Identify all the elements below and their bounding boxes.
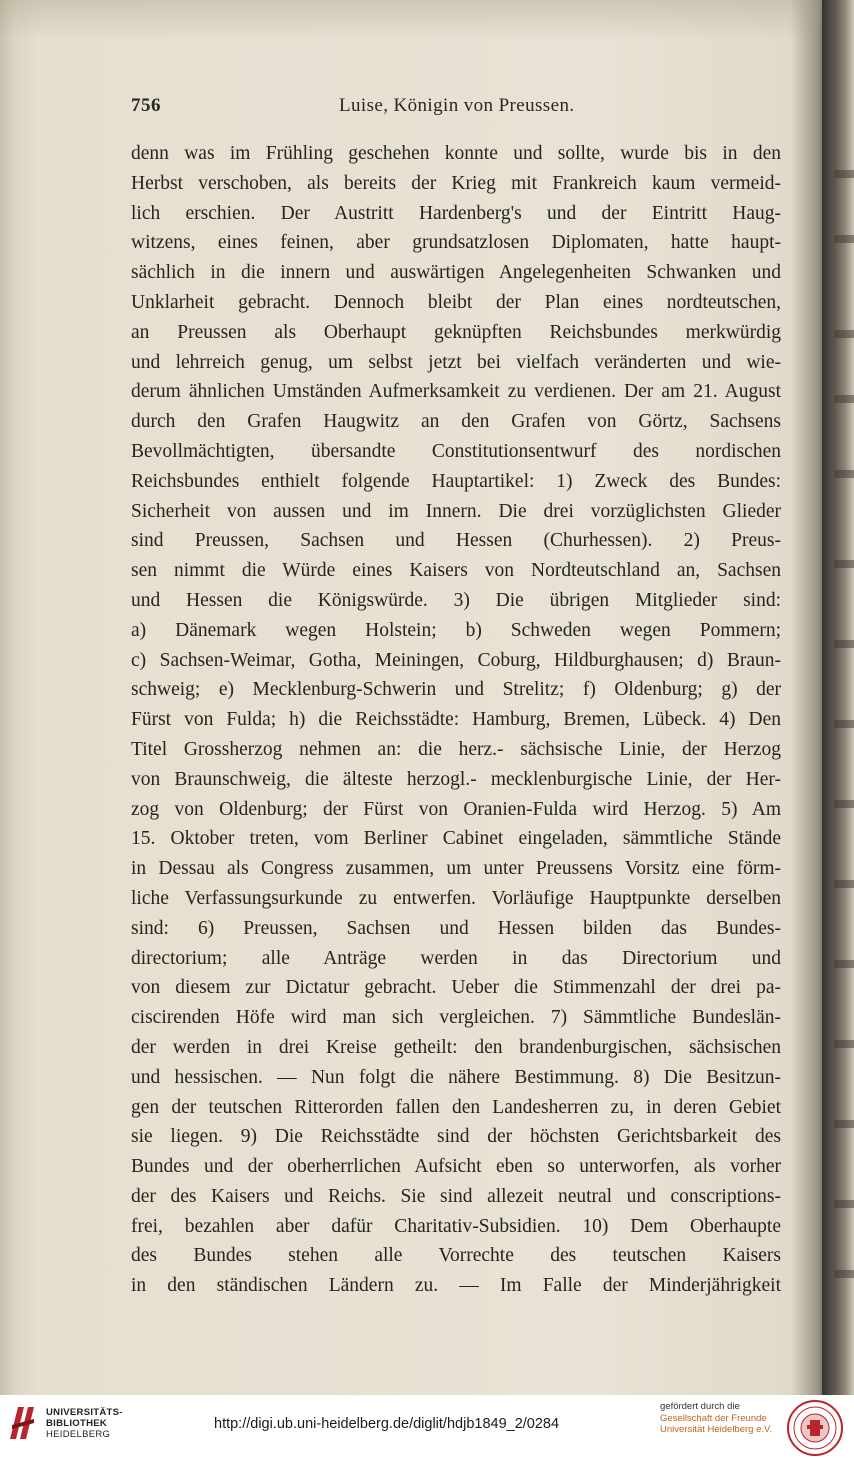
- text-line: an Preussen als Oberhaupt geknüpften Reichsbundes merkwürdig: [131, 321, 781, 343]
- text-line: sächlich in die innern und auswärtigen Angelegenheiten Schwanken und: [131, 262, 781, 284]
- text-line: von diesem zur Dictatur gebracht. Ueber die Stimmenzahl der drei pa-: [131, 977, 781, 999]
- text-line: sen nimmt die Würde eines Kaisers von Nordteutschland an, Sachsen: [131, 560, 781, 582]
- text-line: c) Sachsen-Weimar, Gotha, Meiningen, Coburg, Hildburghausen; d) Braun-: [131, 649, 781, 671]
- page-edge-shadow: [0, 0, 854, 40]
- library-name-line3: HEIDELBERG: [46, 1429, 111, 1440]
- text-line: in den ständischen Ländern zu. — Im Falle der Minderjährigkeit: [131, 1275, 781, 1297]
- text-line: ciscirenden Höfe wird man sich vergleichen. 7) Sämmtliche Bundeslän-: [131, 1007, 781, 1029]
- text-line: Titel Grossherzog nehmen an: die herz.- sächsische Linie, der Herzog: [131, 738, 781, 760]
- text-line: witzens, eines feinen, aber grundsatzlosen Diplomaten, hatte haupt-: [131, 232, 781, 254]
- text-line: Fürst von Fulda; h) die Reichsstädte: Hamburg, Bremen, Lübeck. 4) Den: [131, 709, 781, 731]
- sponsor-intro: gefördert durch die: [660, 1401, 740, 1412]
- text-line: Reichsbundes enthielt folgende Hauptartikel: 1) Zweck des Bundes:: [131, 470, 781, 492]
- text-line: sind: 6) Preussen, Sachsen und Hessen bilden das Bundes-: [131, 917, 781, 939]
- text-line: der des Kaisers und Reichs. Sie sind allezeit neutral und conscriptions-: [131, 1185, 781, 1207]
- text-line: a) Dänemark wegen Holstein; b) Schweden wegen Pommern;: [131, 619, 781, 641]
- text-line: frei, bezahlen aber dafür Charitativ-Subsidien. 10) Dem Oberhaupte: [131, 1215, 781, 1237]
- text-line: von Braunschweig, die älteste herzogl.- mecklenburgische Linie, der Her-: [131, 768, 781, 790]
- library-name-line2: BIBLIOTHEK: [46, 1418, 108, 1429]
- text-line: zog von Oldenburg; der Fürst von Oranien-Fulda wird Herzog. 5) Am: [131, 798, 781, 820]
- text-line: Sicherheit von aussen und im Innern. Die drei vorzüglichsten Glieder: [131, 500, 781, 522]
- page-number: 756: [131, 95, 161, 116]
- text-line: liche Verfassungsurkunde zu entwerfen. Vorläufige Hauptpunkte derselben: [131, 887, 781, 909]
- library-name: [46, 1407, 123, 1440]
- text-line: Unklarheit gebracht. Dennoch bleibt der Plan eines nordteutschen,: [131, 291, 781, 313]
- text-line: 15. Oktober treten, vom Berliner Cabinet eingeladen, sämmtliche Stände: [131, 828, 781, 850]
- text-line: und Hessen die Königswürde. 3) Die übrigen Mitglieder sind:: [131, 589, 781, 611]
- text-line: der werden in drei Kreise getheilt: den brandenburgischen, sächsischen: [131, 1036, 781, 1058]
- running-head: [131, 95, 781, 125]
- sponsor-org-line1: Gesellschaft der Freunde: [660, 1412, 767, 1424]
- text-line: durch den Grafen Haugwitz an den Grafen von Görtz, Sachsens: [131, 411, 781, 433]
- text-line: und lehrreich genug, um selbst jetzt bei vielfach veränderten und wie-: [131, 351, 781, 373]
- text-line: Bundes und der oberherrlichen Aufsicht eben so unterworfen, als vorher: [131, 1156, 781, 1178]
- sponsor-credit[interactable]: [660, 1401, 782, 1436]
- sponsor-org-line2: Universität Heidelberg e.V.: [660, 1424, 773, 1435]
- text-line: Bevollmächtigten, übersandte Constitutionsentwurf des nordischen: [131, 440, 781, 462]
- text-line: gen der teutschen Ritterorden fallen den Landesherren zu, in deren Gebiet: [131, 1096, 781, 1118]
- text-line: sind Preussen, Sachsen und Hessen (Churhessen). 2) Preus-: [131, 530, 781, 552]
- text-line: in Dessau als Congress zusammen, um unter Preussens Vorsitz eine förm-: [131, 858, 781, 880]
- body-text: [131, 139, 781, 1301]
- ub-heidelberg-logo-icon[interactable]: [8, 1405, 38, 1441]
- university-seal-icon: [786, 1399, 844, 1457]
- document-url[interactable]: http://digi.ub.uni-heidelberg.de/diglit/hdjb1849_2/0284: [214, 1416, 560, 1432]
- page-heading: Luise, Königin von Preussen.: [339, 95, 575, 116]
- adjacent-page-edge: [822, 0, 854, 1395]
- text-line: schweig; e) Mecklenburg-Schwerin und Strelitz; f) Oldenburg; g) der: [131, 679, 781, 701]
- library-name-line1: UNIVERSITÄTS-: [46, 1407, 123, 1418]
- text-line: denn was im Frühling geschehen konnte und sollte, wurde bis in den: [131, 143, 781, 164]
- text-line: sie liegen. 9) Die Reichsstädte sind der höchsten Gerichtsbarkeit des: [131, 1126, 781, 1148]
- text-line: lich erschien. Der Austritt Hardenberg's und der Eintritt Haug-: [131, 202, 781, 224]
- text-line: directorium; alle Anträge werden in das Directorium und: [131, 947, 781, 969]
- text-line: und hessischen. — Nun folgt die nähere Bestimmung. 8) Die Besitzun-: [131, 1066, 781, 1088]
- text-line: des Bundes stehen alle Vorrechte des teutschen Kaisers: [131, 1245, 781, 1267]
- text-line: derum ähnlichen Umständen Aufmerksamkeit zu verdienen. Der am 21. August: [131, 381, 781, 403]
- text-line: Herbst verschoben, als bereits der Krieg mit Frankreich kaum vermeid-: [131, 172, 781, 194]
- viewer-footer: [0, 1395, 854, 1458]
